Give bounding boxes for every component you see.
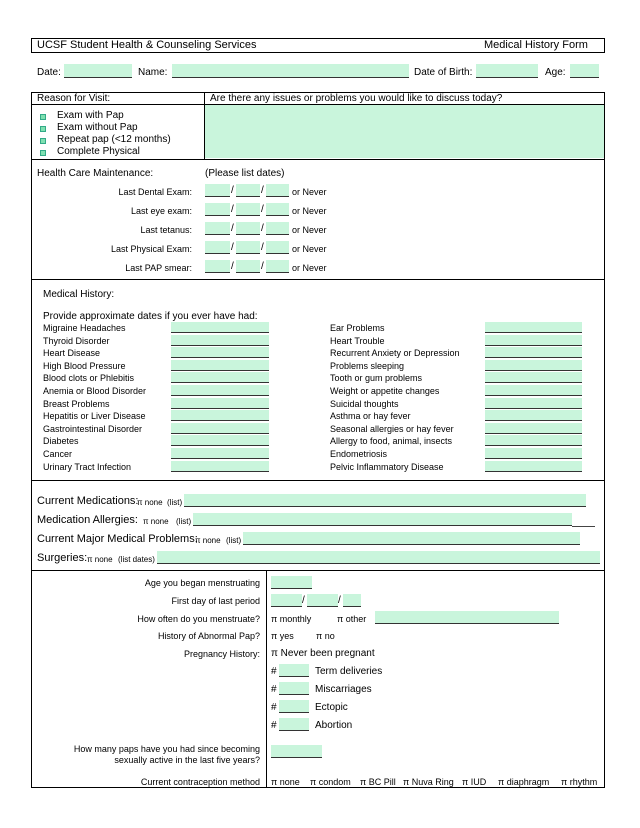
- history-condition: Pelvic Inflammatory Disease: [330, 461, 444, 472]
- history-date-field[interactable]: [485, 398, 582, 409]
- history-condition: Tooth or gum problems: [330, 373, 423, 384]
- slash: /: [302, 595, 305, 606]
- form-title: Medical History Form: [484, 39, 588, 51]
- visit-option: Exam without Pap: [57, 122, 138, 133]
- contraception-option[interactable]: π condom: [310, 777, 351, 787]
- history-condition: Anemia or Blood Disorder: [43, 386, 147, 396]
- slash: /: [231, 242, 234, 253]
- org-name: UCSF Student Health & Counseling Services: [37, 39, 257, 51]
- history-subtitle: Provide approximate dates if you ever have had:: [43, 311, 258, 322]
- history-condition: Seasonal allergies or hay fever: [330, 423, 454, 434]
- no-option[interactable]: π no: [316, 631, 335, 641]
- history-date-field[interactable]: [485, 347, 582, 358]
- history-condition: Weight or appetite changes: [330, 386, 440, 396]
- surgeries-field[interactable]: [157, 551, 600, 564]
- slash: /: [261, 185, 264, 196]
- history-condition: Heart Trouble: [330, 335, 385, 346]
- date-month-field[interactable]: [205, 203, 230, 216]
- history-date-field[interactable]: [485, 461, 582, 472]
- term-deliveries-field[interactable]: [279, 664, 309, 677]
- date-month-field[interactable]: [205, 260, 230, 273]
- history-condition: Problems sleeping: [330, 360, 405, 371]
- visit-checkbox[interactable]: [40, 138, 46, 144]
- divider: [31, 480, 605, 481]
- pregnancy-item: Miscarriages: [315, 684, 372, 695]
- divider: [31, 279, 605, 280]
- history-condition: Thyroid Disorder: [43, 335, 110, 346]
- maintenance-subtitle: (Please list dates): [205, 168, 285, 179]
- visit-option: Exam with Pap: [57, 110, 124, 121]
- list-label: (list): [226, 536, 242, 545]
- abnormal-pap-label: History of Abnormal Pap?: [157, 631, 260, 641]
- underline: [572, 526, 595, 527]
- none-option[interactable]: π none: [137, 498, 163, 507]
- paps-count-field[interactable]: [271, 745, 322, 758]
- never-pregnant-option[interactable]: π Never been pregnant: [271, 648, 375, 659]
- history-date-field[interactable]: [171, 360, 269, 371]
- history-date-field[interactable]: [171, 322, 269, 333]
- history-condition: Hepatitis or Liver Disease: [43, 411, 146, 422]
- history-date-field[interactable]: [171, 423, 269, 434]
- contraception-option[interactable]: π rhythm: [561, 777, 598, 787]
- or-never: or Never: [292, 263, 327, 273]
- history-date-field[interactable]: [171, 347, 269, 358]
- date-month-field[interactable]: [205, 241, 230, 254]
- ectopic-field[interactable]: [279, 700, 309, 713]
- history-date-field[interactable]: [485, 372, 582, 383]
- divider: [31, 159, 605, 160]
- history-condition: Diabetes: [43, 436, 79, 447]
- slash: /: [261, 261, 264, 272]
- pregnancy-item: Ectopic: [315, 702, 348, 713]
- visit-checkbox[interactable]: [40, 126, 46, 132]
- slash: /: [231, 223, 234, 234]
- maintenance-item: Last Physical Exam:: [110, 244, 192, 254]
- visit-checkbox[interactable]: [40, 150, 46, 156]
- hash: #: [271, 666, 277, 677]
- problems-field[interactable]: [243, 532, 580, 545]
- issues-field[interactable]: [205, 105, 604, 158]
- contraception-option[interactable]: π diaphragm: [498, 777, 550, 787]
- history-condition: High Blood Pressure: [43, 360, 126, 371]
- date-day-field[interactable]: [236, 203, 260, 216]
- history-condition: Gastrointestinal Disorder: [43, 423, 143, 434]
- maintenance-item: Last eye exam:: [130, 206, 192, 216]
- maintenance-item: Last PAP smear:: [125, 263, 192, 273]
- contraception-option[interactable]: π IUD: [462, 777, 487, 787]
- period-year-field[interactable]: [343, 594, 361, 607]
- current-meds-field[interactable]: [184, 494, 586, 507]
- history-date-field[interactable]: [485, 385, 582, 396]
- age-menstruating-label: Age you began menstruating: [144, 578, 260, 588]
- history-condition: Migraine Headaches: [43, 323, 126, 333]
- name-field[interactable]: [172, 64, 409, 78]
- history-date-field[interactable]: [485, 335, 582, 346]
- yes-option[interactable]: π yes: [271, 631, 294, 641]
- history-date-field[interactable]: [171, 398, 269, 409]
- age-label: Age:: [545, 67, 566, 78]
- history-title: Medical History:: [43, 289, 115, 300]
- date-year-field[interactable]: [266, 203, 289, 216]
- date-year-field[interactable]: [266, 260, 289, 273]
- date-year-field[interactable]: [266, 222, 289, 235]
- divider: [31, 570, 605, 571]
- maintenance-item: Last tetanus:: [140, 225, 192, 235]
- slash: /: [231, 204, 234, 215]
- history-condition: Endometriosis: [330, 449, 388, 459]
- contraception-label: Current contraception method: [140, 777, 260, 787]
- history-condition: Allergy to food, animal, insects: [330, 436, 453, 447]
- history-date-field[interactable]: [171, 335, 269, 346]
- visit-option: Complete Physical: [57, 146, 140, 157]
- history-date-field[interactable]: [485, 410, 582, 421]
- date-field[interactable]: [64, 64, 132, 78]
- miscarriages-field[interactable]: [279, 682, 309, 695]
- surgeries-label: Surgeries:: [37, 552, 88, 564]
- dob-field[interactable]: [476, 64, 538, 78]
- slash: /: [231, 185, 234, 196]
- slash: /: [261, 223, 264, 234]
- dob-label: Date of Birth:: [414, 67, 473, 78]
- date-day-field[interactable]: [236, 241, 260, 254]
- hash: #: [271, 702, 277, 713]
- history-condition: Asthma or hay fever: [330, 411, 411, 422]
- date-year-field[interactable]: [266, 241, 289, 254]
- contraception-option[interactable]: π BC Pill: [360, 777, 396, 787]
- list-label: (list): [176, 517, 192, 526]
- visit-option: Repeat pap (<12 months): [57, 134, 171, 145]
- pregnancy-item: Abortion: [315, 720, 353, 731]
- pregnancy-label: Pregnancy History:: [183, 649, 260, 659]
- history-condition: Urinary Tract Infection: [43, 461, 132, 472]
- issues-label: Are there any issues or problems you would like to discuss today?: [210, 93, 503, 104]
- allergies-field[interactable]: [193, 513, 572, 526]
- history-condition: Heart Disease: [43, 348, 101, 359]
- slash: /: [261, 204, 264, 215]
- history-condition: Breast Problems: [43, 398, 110, 409]
- none-option[interactable]: π none: [195, 536, 221, 545]
- history-condition: Recurrent Anxiety or Depression: [330, 348, 460, 359]
- date-day-field[interactable]: [236, 184, 260, 197]
- monthly-option[interactable]: π monthly: [271, 614, 312, 624]
- slash: /: [231, 261, 234, 272]
- history-condition: Ear Problems: [330, 323, 385, 333]
- date-day-field[interactable]: [236, 222, 260, 235]
- history-date-field[interactable]: [171, 410, 269, 421]
- date-label: Date:: [37, 67, 61, 78]
- list-dates-label: (list dates): [118, 555, 155, 564]
- problems-label: Current Major Medical Problems:: [37, 533, 198, 545]
- history-date-field[interactable]: [485, 322, 582, 333]
- paps-question: sexually active in the last five years?: [114, 755, 260, 765]
- date-day-field[interactable]: [236, 260, 260, 273]
- history-date-field[interactable]: [171, 372, 269, 383]
- abortion-field[interactable]: [279, 718, 309, 731]
- or-never: or Never: [292, 244, 327, 254]
- history-date-field[interactable]: [171, 448, 269, 459]
- period-month-field[interactable]: [271, 594, 302, 607]
- age-field[interactable]: [570, 64, 599, 78]
- hash: #: [271, 684, 277, 695]
- history-date-field[interactable]: [171, 461, 269, 472]
- age-menstruating-field[interactable]: [271, 576, 312, 589]
- history-date-field[interactable]: [485, 360, 582, 371]
- or-never: or Never: [292, 187, 327, 197]
- period-day-field[interactable]: [307, 594, 338, 607]
- history-date-field[interactable]: [171, 435, 269, 446]
- paps-question: How many paps have you had since becoming: [73, 744, 260, 754]
- history-condition: Blood clots or Phlebitis: [43, 373, 135, 384]
- other-option[interactable]: π other: [337, 614, 367, 624]
- history-date-field[interactable]: [485, 423, 582, 434]
- history-date-field[interactable]: [171, 385, 269, 396]
- slash: /: [261, 242, 264, 253]
- history-condition: Cancer: [43, 449, 73, 459]
- date-month-field[interactable]: [205, 184, 230, 197]
- history-date-field[interactable]: [485, 448, 582, 459]
- history-date-field[interactable]: [485, 435, 582, 446]
- current-meds-label: Current Medications:: [37, 495, 139, 507]
- pregnancy-item: Term deliveries: [315, 666, 383, 677]
- or-never: or Never: [292, 225, 327, 235]
- how-often-label: How often do you menstruate?: [137, 614, 260, 624]
- visit-checkbox[interactable]: [40, 114, 46, 120]
- history-condition: Suicidal thoughts: [330, 398, 399, 409]
- none-option[interactable]: π none: [143, 517, 169, 526]
- slash: /: [338, 595, 341, 606]
- other-frequency-field[interactable]: [375, 611, 559, 624]
- contraception-option[interactable]: π Nuva Ring: [403, 777, 454, 787]
- divider: [266, 570, 267, 788]
- date-month-field[interactable]: [205, 222, 230, 235]
- name-label: Name:: [138, 67, 168, 78]
- reason-label: Reason for Visit:: [37, 93, 111, 104]
- or-never: or Never: [292, 206, 327, 216]
- first-day-label: First day of last period: [171, 596, 260, 606]
- allergies-label: Medication Allergies:: [37, 514, 138, 526]
- contraception-option[interactable]: π none: [271, 777, 300, 787]
- hash: #: [271, 720, 277, 731]
- date-year-field[interactable]: [266, 184, 289, 197]
- none-option[interactable]: π none: [87, 555, 113, 564]
- maintenance-title: Health Care Maintenance:: [37, 168, 154, 179]
- maintenance-item: Last Dental Exam:: [118, 187, 192, 197]
- list-label: (list): [167, 498, 183, 507]
